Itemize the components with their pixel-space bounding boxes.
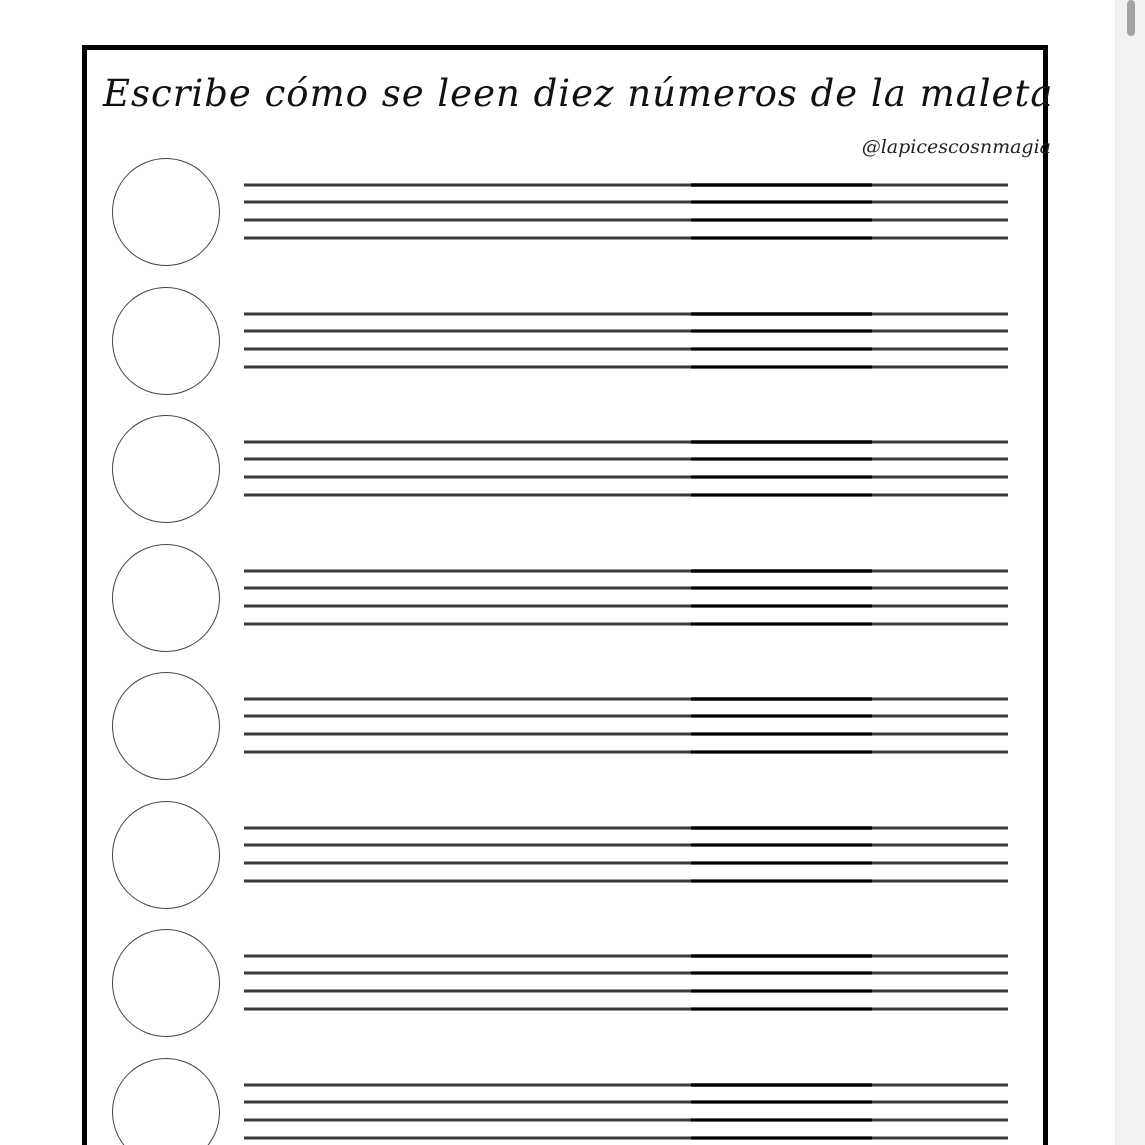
writing-guide-lines[interactable] [244, 183, 1008, 241]
writing-guide-lines[interactable] [244, 440, 1008, 498]
vertical-scrollbar[interactable] [1115, 0, 1145, 1145]
scrollbar-thumb[interactable] [1127, 0, 1135, 36]
number-circle[interactable] [112, 544, 220, 652]
answer-row [87, 672, 1043, 788]
writing-guide-lines[interactable] [244, 826, 1008, 884]
number-circle[interactable] [112, 158, 220, 266]
answer-row [87, 158, 1043, 274]
answer-row [87, 544, 1043, 660]
answer-row [87, 287, 1043, 403]
answer-row [87, 415, 1043, 531]
number-circle[interactable] [112, 287, 220, 395]
writing-guide-lines[interactable] [244, 312, 1008, 370]
writing-guide-lines[interactable] [244, 954, 1008, 1012]
worksheet-title: Escribe cómo se leen diez números de la maleta [103, 72, 1054, 115]
number-circle[interactable] [112, 929, 220, 1037]
answer-row [87, 801, 1043, 917]
writing-guide-lines[interactable] [244, 1083, 1008, 1141]
number-circle[interactable] [112, 415, 220, 523]
worksheet-frame [82, 45, 1054, 1145]
number-circle[interactable] [112, 1058, 220, 1145]
author-watermark: @lapicescosnmagia [861, 136, 1051, 158]
number-circle[interactable] [112, 801, 220, 909]
answer-row [87, 929, 1043, 1045]
writing-guide-lines[interactable] [244, 569, 1008, 627]
number-circle[interactable] [112, 672, 220, 780]
answer-row [87, 1058, 1043, 1145]
writing-guide-lines[interactable] [244, 697, 1008, 755]
